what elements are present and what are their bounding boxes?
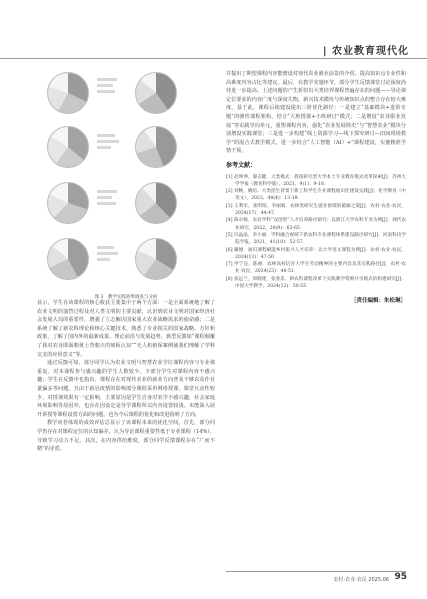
reference-item: [6] 戴娅．通识课程赋能乡村振兴人才培养：以大学语文课程为例[J]．农村·农业·农民，2024(13)：47-50． bbox=[226, 247, 406, 260]
pie-chart-2 bbox=[135, 72, 177, 114]
pie-chart-7 bbox=[47, 238, 89, 280]
paragraph: 教学问卷体现的成效评估总显示了该课程未来的优化空间。首先，部分同学仍存在对课程定位的认知偏差，认为导论课程重要性低于专业课程（14%），导致学习动力不足。其次，在内容供给维度，部分同学反馈课程存在“广而不精”的矛盾， bbox=[37, 420, 215, 453]
pie-chart-1 bbox=[47, 72, 89, 114]
paragraph: 并提出了期望课程内容能增设对现代农业就业前景的介绍、提高知识点专业性和高难度内容占比等建议。最后，在教学实施环节，部分学生反馈课堂讨论深度尚待进一步提高。上述问题的产生折射出大类培养课程普遍存在的问题——导论课定位要求的内容广度与深度失衡。新兴技术模块与传统知识点的整合存在较大难度。基于此，课程后续建设提出三阶优化路径：一是建立“基础模块+进阶专题”的弹性课程架构，结合“大班授课+小班研讨”模式；二是增设“农业职业发展”等实践导向单元，重塑课程内容，强化“农业发展简史”与“智慧农业”模块分别增设实践课堂；三是进一步构建“线上资源学习—线下探究研讨—田间现场教学”的混合式教学模式，进一步结合“人工智能（AI）+”课程建设，实施精准学情干预。 bbox=[226, 71, 406, 155]
reference-item: [4] 陈卓梅．农业学科“双创型”人才培养路径研究：以浙江大学农科专业为例[J]．现代农业研究，2022，28(9)：63-65． bbox=[226, 218, 406, 231]
figure-caption: 图 3 教学实践效果调查与分析 bbox=[94, 295, 158, 300]
left-column bbox=[37, 299, 215, 454]
right-column bbox=[226, 70, 406, 306]
journal-issue: 农村·农业·农民 2025.06 bbox=[333, 577, 389, 583]
reference-item: [3] 王利军，张明阳，李丽娟．农林类研究生就业困境的破解之策[J]．农村·农业·农民，2024(17)：44-47． bbox=[226, 203, 406, 217]
reference-item: [8] 张远兰，周晓建，张春乐．新农科课程改革下实践教学资源共享模式的构建研究[J]．中国大学教学，2024(12)：50-55． bbox=[226, 276, 406, 289]
references-list bbox=[226, 174, 406, 291]
pie-legend-7 bbox=[97, 246, 125, 261]
reference-item: [5] 冯晶晶，李小丽．学科融合视域下新农科专业课程体系建设路径研究[J]．河南科技学院学报，2021，41(10)：52-57． bbox=[226, 232, 406, 246]
page-header bbox=[0, 0, 427, 62]
footer-rule bbox=[226, 571, 406, 572]
pie-legend-5 bbox=[97, 190, 125, 205]
editor-credit: ［责任编辑：朱松琳］ bbox=[350, 298, 406, 305]
pie-chart-6 bbox=[135, 182, 177, 224]
column-title: | 农业教育现代化 bbox=[322, 46, 409, 57]
pie-chart-8 bbox=[135, 238, 177, 280]
pie-chart-3 bbox=[47, 126, 89, 168]
header-rule bbox=[0, 58, 427, 59]
page-footer bbox=[0, 559, 427, 599]
reference-item: [7] 申宁良，陈丽．农林高校培育大学生劳动精神的主要内容及其实践路径[J]．农村·农业·农民，2024(23)：48-51． bbox=[226, 262, 406, 275]
pie-chart-4 bbox=[135, 126, 177, 168]
page-number: 95 bbox=[394, 572, 407, 582]
pie-chart-5 bbox=[47, 182, 89, 224]
pie-legend-1 bbox=[97, 78, 125, 93]
paragraph: 显示，学生在该课程的核心收获主要集中于两个方面：一是全面系统地了解了农业文明的演替过程及对人类文明的主要贡献，认识到农业文明对国家经济社会发展大局的重要性，增强了立志解决国家重大农业战略需求的使命感；二是系统了解了新农科理论和核心关键技术，熟悉了专业相关的国家战略、方针和政策，了解了国内外的最新成果、理论前沿与发展趋势。典型反馈如“课程颠覆了我对农业即面朝黄土背朝天的刻板认知”“无人机植保案例使我们理解了学科交叉的应用意义”等。 bbox=[37, 300, 215, 358]
survey-figure bbox=[37, 70, 215, 288]
pie-legend-3 bbox=[97, 134, 125, 149]
references-title: 参考文献： bbox=[226, 161, 257, 169]
reference-item: [2] 刘畅，姚培．大类招生背景下新工科学生专业课程通识化建设实践[J]．化学教育（中英文），2023，44(4)：13-18． bbox=[226, 189, 406, 202]
reference-item: [1] 赵坤坤，秦志健．大类模式：我国研究型大学本土专业教育模式改革探索[J]．苏州大学学报（教育科学版），2021，9(1)：9-18． bbox=[226, 174, 406, 187]
paragraph: 通过反馈可知，部分同学认为农业文明与智慧农业学位课程内容与专业课重复，对本课程参与感兴趣的学生人数较少，少部分学生对课程内容不感兴趣；学生在反馈中也指出，课程存在对现代农业的就业方向普及不够以及作业量偏多等问题，且由于新冠疫情的影响部分课程采用网络授课，课堂互动性较少，对授课效果有一定影响。主要原因是学生自身对农学不感兴趣，社会家庭环境影响等原因外，也存在因设定是导学课程所以内容设置较浅、未能深入展开讲授等课程设置方面的问题，也为今后课程的优化和改进指明了方向。 bbox=[37, 360, 215, 418]
